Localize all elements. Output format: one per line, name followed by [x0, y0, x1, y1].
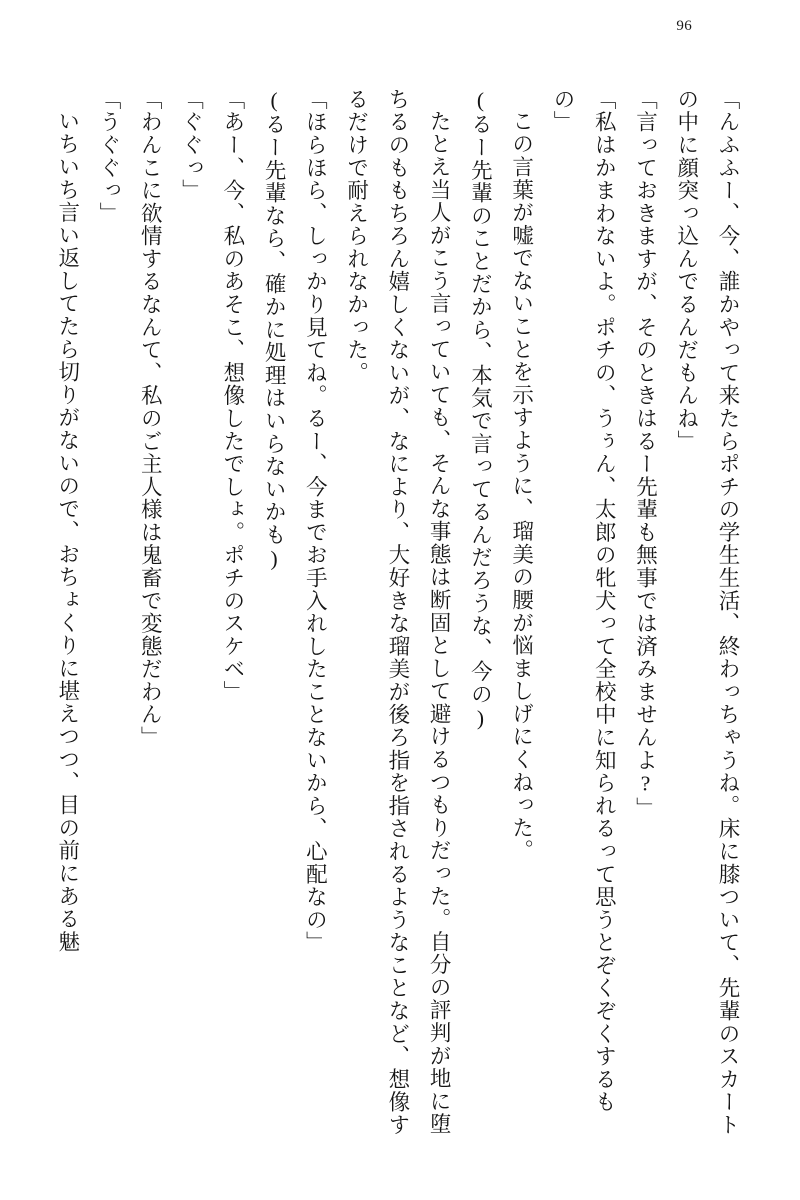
paragraph: 「うぐぐっ」 [97, 88, 122, 225]
page-number: 96 [676, 18, 692, 34]
paragraph: 「わんこに欲情するなんて、私のご主人様は鬼畜で変態だわん」 [138, 88, 163, 749]
paragraph: たとえ当人がこう言っていても、そんな事態は断固として避けるつもりだった。自分の評判が地に堕ちるのももちろん嬉しくないが、なにより、大好きな瑠美が後ろ指を指されるようなことなど、想像するだけで耐えられなかった。 [344, 88, 452, 1137]
paragraph: この言葉が嘘でないことを示すように、瑠美の腰が悩ましげにくねった。 [509, 109, 534, 862]
body-text [52, 88, 748, 1148]
paragraph: (るー先輩のことだから、本気で言ってるんだろうな、今の) [468, 88, 493, 732]
paragraph: (るー先輩なら、確かに処理はいらないかも) [262, 88, 287, 572]
paragraph: 「あー、今、私のあそこ、想像したでしょ。ポチのスケベ」 [220, 88, 245, 704]
paragraph: 「私はかまわないよ。ポチの、うぅん、太郎の牝犬って全校中に知られるって思うとぞくぞくするもの」 [550, 88, 617, 1114]
paragraph: 「言っておきますが、そのときはるー先輩も無事では済みませんよ?」 [633, 88, 658, 820]
paragraph: いちいち言い返してたら切りがないので、おちょくりに堪えつつ、目の前にある魅 [55, 109, 80, 953]
paragraph: 「ほらほら、しっかり見てね。るー、今までお手入れしたことないから、心配なの」 [303, 88, 328, 955]
paragraph: 「んふふー、今、誰かやって来たらポチの学生生活、終わっちゃうね。床に膝ついて、先輩のスカートの中に顔突っ込んでるんだもんね」 [674, 88, 740, 1137]
paragraph: 「ぐぐっ」 [179, 88, 204, 202]
